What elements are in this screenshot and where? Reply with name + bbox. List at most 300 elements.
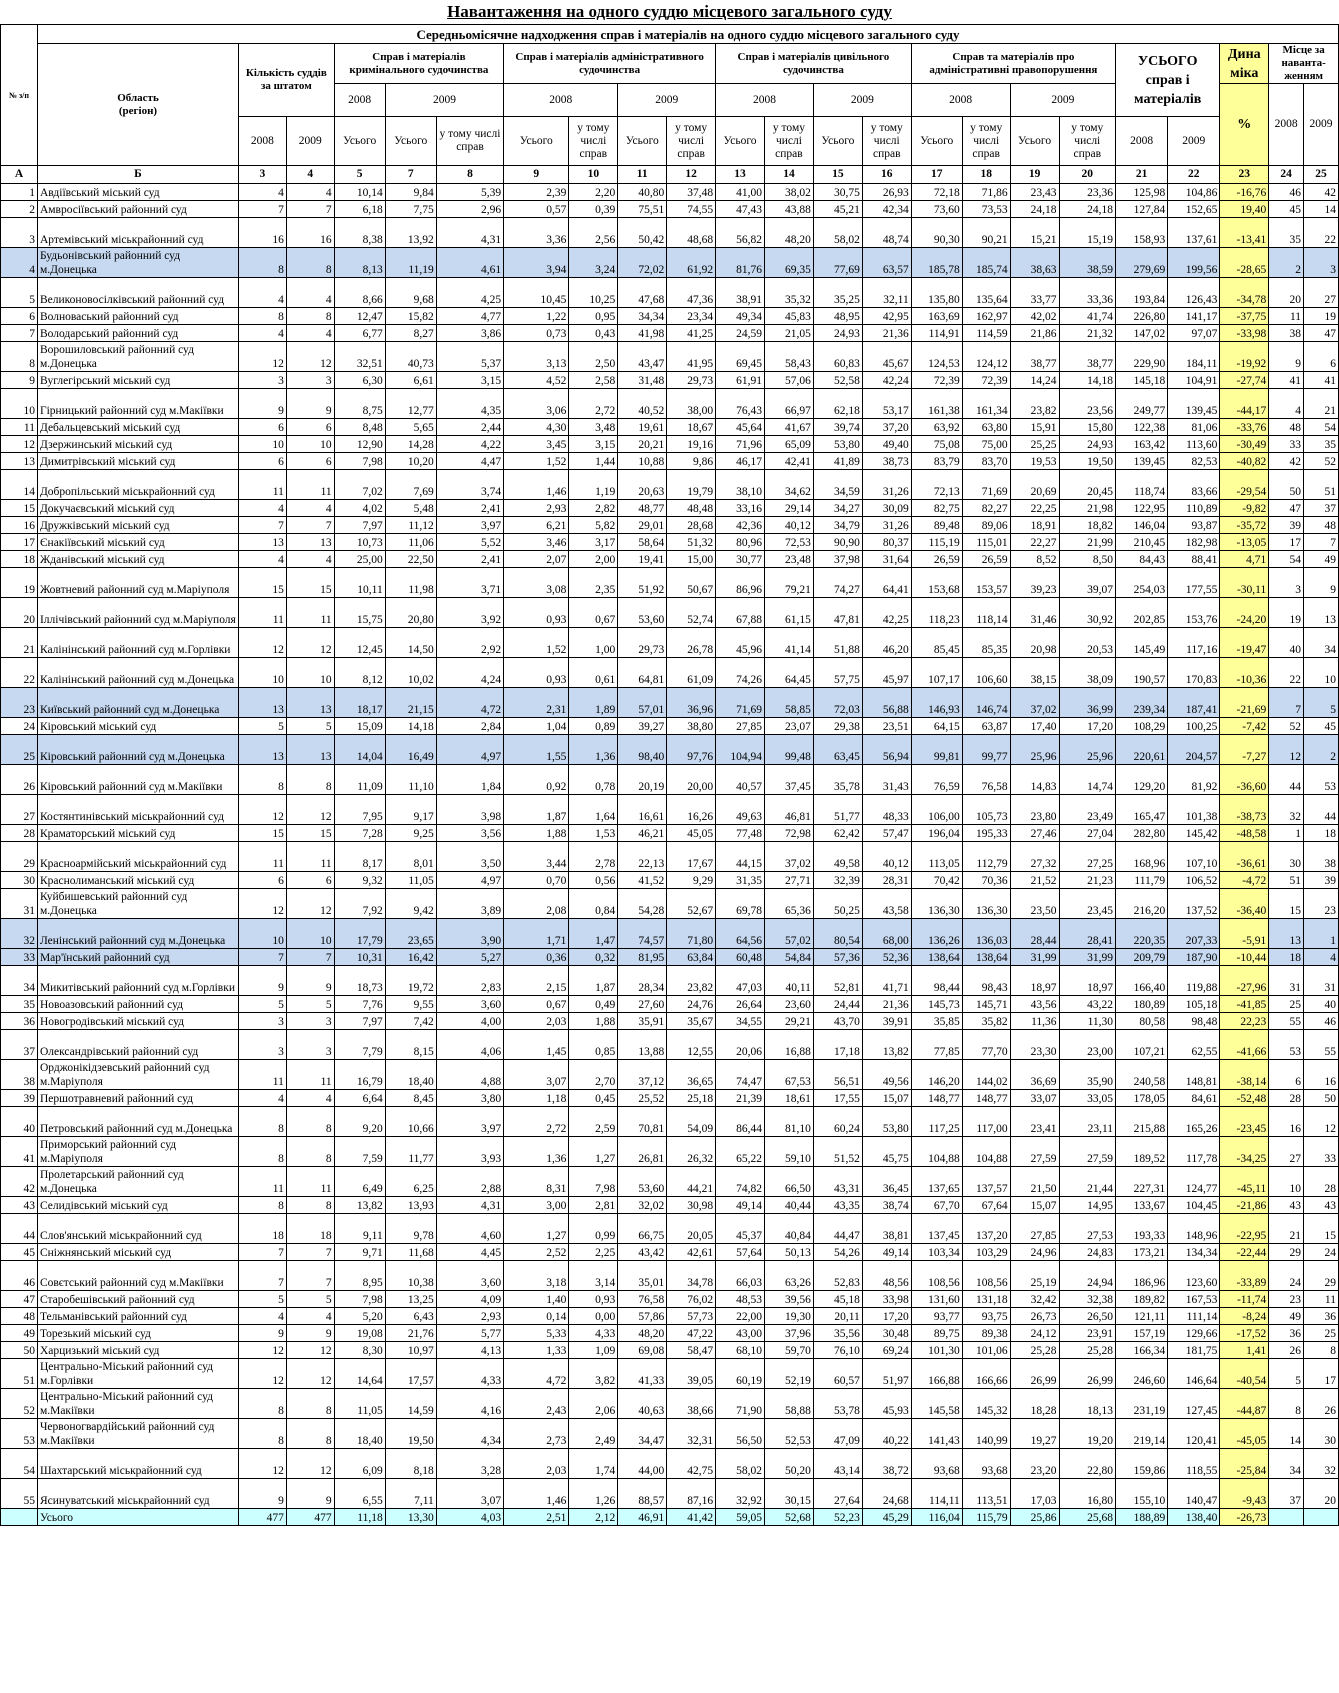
cell-place-2008: 12 [1269,735,1304,765]
cell-civil-2008-cases: 30,15 [765,1479,814,1509]
cell-admin-2009-cases: 15,00 [667,551,716,568]
cell-admin-2009: 20,21 [618,436,667,453]
cell-place-2009: 27 [1304,278,1339,308]
cell-adminoff-2008: 77,85 [911,1030,962,1060]
cell-dynamics: -36,61 [1220,842,1269,872]
cell-dynamics: -13,05 [1220,534,1269,551]
cell-total-2008: 231,19 [1116,1389,1168,1419]
court-name: Куйбишевський районний суд м.Донецька [37,889,238,919]
cell-admin-2009: 69,08 [618,1342,667,1359]
cell-civil-2009: 35,78 [813,765,862,795]
court-name: Шахтарський міськрайонний суд [37,1449,238,1479]
cell-judges-2009: 8 [286,1389,334,1419]
cell-place-2008: 1 [1269,825,1304,842]
cell-civil-2008: 44,15 [716,842,765,872]
col-number: 11 [618,166,667,184]
cell-adminoff-2008: 70,42 [911,872,962,889]
cell-civil-2009: 72,03 [813,688,862,718]
cell-judges-2008: 4 [239,1308,287,1325]
cell-adminoff-2009-cases: 20,53 [1059,628,1116,658]
cell-civil-2009: 35,56 [813,1325,862,1342]
cell-admin-2008: 4,72 [504,1359,569,1389]
cell-admin-2008-cases: 1,87 [569,966,618,996]
cell-criminal-2009-cases: 2,93 [436,1308,503,1325]
col-place-header: Місце за наванта-женням [1269,44,1339,84]
cell-civil-2009-cases: 28,31 [862,872,911,889]
cell-place-2009: 19 [1304,308,1339,325]
cell-admin-2009-cases: 18,67 [667,419,716,436]
cell-admin-2008-cases: 0,45 [569,1090,618,1107]
cell-admin-2008: 2,03 [504,1449,569,1479]
cell-civil-2008: 38,10 [716,470,765,500]
cell-admin-2009-cases: 36,65 [667,1060,716,1090]
col-number: 14 [765,166,814,184]
cell-place-2008: 3 [1269,568,1304,598]
cell-admin-2008: 8,31 [504,1167,569,1197]
col-number: 7 [385,166,436,184]
cell-criminal-2009: 6,25 [385,1167,436,1197]
cell-total-2008: 147,02 [1116,325,1168,342]
cell-admin-2008-cases: 1,26 [569,1479,618,1509]
cell-criminal-2009: 8,45 [385,1090,436,1107]
court-name: Новоазовський районний суд [37,996,238,1013]
cell-judges-2009: 8 [286,765,334,795]
cell-civil-2008: 41,00 [716,184,765,201]
table-row [1,1479,1339,1509]
cell-criminal-2009: 9,42 [385,889,436,919]
cell-civil-2009-cases: 17,20 [862,1308,911,1325]
cell-judges-2009: 12 [286,342,334,372]
cell-dynamics: -35,72 [1220,517,1269,534]
cell-adminoff-2008-cases: 195,33 [962,825,1010,842]
cell-civil-2008: 21,39 [716,1090,765,1107]
cell-civil-2009-cases: 53,80 [862,1107,911,1137]
cell-civil-2009-cases: 68,00 [862,919,911,949]
all-label: Усього [813,117,862,166]
cell-civil-2009: 60,24 [813,1107,862,1137]
cell-adminoff-2008: 146,93 [911,688,962,718]
cell-adminoff-2009-cases: 35,90 [1059,1060,1116,1090]
cell-place-2009: 21 [1304,389,1339,419]
cell-total-2009: 104,86 [1168,184,1220,201]
table-row [1,1214,1339,1244]
cell-admin-2008: 1,52 [504,628,569,658]
cell-admin-2009-cases: 26,78 [667,628,716,658]
row-number: 41 [1,1137,38,1167]
cell-total-2009: 137,61 [1168,218,1220,248]
cell-admin-2009-cases: 12,55 [667,1030,716,1060]
cell-criminal-2009: 11,68 [385,1244,436,1261]
cell-adminoff-2009-cases: 25,96 [1059,735,1116,765]
cell-criminal-2009-cases: 2,83 [436,966,503,996]
cell-judges-2008: 10 [239,436,287,453]
cell-criminal-2009-cases: 4,03 [436,1509,503,1526]
cell-admin-2009: 57,86 [618,1308,667,1325]
year-2009: 2009 [1010,84,1115,117]
cell-adminoff-2009: 23,82 [1010,389,1059,419]
cell-adminoff-2008-cases: 89,06 [962,517,1010,534]
court-name: Старобешівський районний суд [37,1291,238,1308]
cell-criminal-2008: 7,02 [334,470,385,500]
cell-total-2009: 110,89 [1168,500,1220,517]
cell-adminoff-2009: 23,41 [1010,1107,1059,1137]
cell-adminoff-2008: 63,92 [911,419,962,436]
cell-judges-2009: 7 [286,517,334,534]
cell-criminal-2009-cases: 4,31 [436,1197,503,1214]
table-row [1,517,1339,534]
court-name: Пролетарський районний суд м.Донецька [37,1167,238,1197]
table-row [1,1325,1339,1342]
cell-admin-2008: 1,33 [504,1342,569,1359]
cell-admin-2008: 0,14 [504,1308,569,1325]
cell-criminal-2009-cases: 5,39 [436,184,503,201]
cell-judges-2008: 13 [239,688,287,718]
cell-adminoff-2008: 73,60 [911,201,962,218]
cell-civil-2009-cases: 36,45 [862,1167,911,1197]
cell-criminal-2009-cases: 3,07 [436,1479,503,1509]
cell-adminoff-2008-cases: 146,74 [962,688,1010,718]
cell-judges-2009: 6 [286,419,334,436]
cell-admin-2008-cases: 10,25 [569,278,618,308]
cell-adminoff-2008: 138,64 [911,949,962,966]
cell-place-2008: 4 [1269,389,1304,419]
table-row [1,1090,1339,1107]
table-row [1,1291,1339,1308]
cell-admin-2008: 3,07 [504,1060,569,1090]
cell-judges-2008: 9 [239,966,287,996]
cell-admin-2009-cases: 35,67 [667,1013,716,1030]
cell-civil-2009-cases: 38,74 [862,1197,911,1214]
cell-criminal-2008: 9,11 [334,1214,385,1244]
cell-admin-2009: 76,58 [618,1291,667,1308]
cell-total-2009: 182,98 [1168,534,1220,551]
cell-place-2009: 7 [1304,534,1339,551]
cell-civil-2008-cases: 50,20 [765,1449,814,1479]
cell-judges-2009: 6 [286,453,334,470]
cell-adminoff-2008-cases: 166,66 [962,1359,1010,1389]
cell-admin-2008-cases: 1,44 [569,453,618,470]
cell-total-2008: 282,80 [1116,825,1168,842]
cell-judges-2008: 12 [239,342,287,372]
cell-judges-2008: 12 [239,1342,287,1359]
cell-dynamics: -24,20 [1220,598,1269,628]
cell-criminal-2009: 6,43 [385,1308,436,1325]
cell-place-2009: 23 [1304,889,1339,919]
cell-judges-2009: 13 [286,534,334,551]
cell-place-2009: 13 [1304,598,1339,628]
cell-total-2009: 113,60 [1168,436,1220,453]
cell-place-2009: 6 [1304,342,1339,372]
cell-admin-2009-cases: 38,00 [667,389,716,419]
cell-adminoff-2009: 18,97 [1010,966,1059,996]
cell-place-2008: 34 [1269,1449,1304,1479]
cell-civil-2009: 53,80 [813,436,862,453]
cell-admin-2008-cases: 1,64 [569,795,618,825]
cell-adminoff-2008: 85,45 [911,628,962,658]
cell-place-2009 [1304,1509,1339,1526]
cell-civil-2009: 53,78 [813,1389,862,1419]
cell-adminoff-2009-cases: 18,82 [1059,517,1116,534]
cell-adminoff-2009: 23,50 [1010,889,1059,919]
cell-place-2008: 39 [1269,517,1304,534]
cell-civil-2009-cases: 38,72 [862,1449,911,1479]
cell-adminoff-2008: 117,25 [911,1107,962,1137]
cell-civil-2009: 52,83 [813,1261,862,1291]
cell-judges-2008: 11 [239,470,287,500]
cell-civil-2008: 26,64 [716,996,765,1013]
cell-civil-2008-cases: 58,88 [765,1389,814,1419]
row-number: 35 [1,996,38,1013]
col-adminoff-header: Справ та матеріалів про адміністративні правопорушення [911,44,1115,84]
table-row [1,453,1339,470]
cell-place-2008: 17 [1269,534,1304,551]
cell-civil-2009: 37,98 [813,551,862,568]
cell-total-2008: 193,84 [1116,278,1168,308]
cell-admin-2008-cases: 1,53 [569,825,618,842]
court-name: Дружківський міський суд [37,517,238,534]
cell-civil-2009: 52,81 [813,966,862,996]
cell-adminoff-2008: 89,48 [911,517,962,534]
cell-civil-2009: 17,55 [813,1090,862,1107]
cell-admin-2008-cases: 2,06 [569,1389,618,1419]
cell-adminoff-2008-cases: 118,14 [962,598,1010,628]
cell-civil-2008: 20,06 [716,1030,765,1060]
all-label: Усього [716,117,765,166]
row-number: 47 [1,1291,38,1308]
cell-criminal-2009: 12,77 [385,389,436,419]
cell-dynamics: -23,45 [1220,1107,1269,1137]
row-number: 45 [1,1244,38,1261]
all-label: Усього [334,117,385,166]
cell-admin-2008: 4,52 [504,372,569,389]
cell-civil-2008-cases: 66,97 [765,389,814,419]
cell-civil-2009-cases: 53,17 [862,389,911,419]
cell-admin-2009: 20,19 [618,765,667,795]
cell-adminoff-2008-cases: 161,34 [962,389,1010,419]
cell-adminoff-2008-cases: 117,00 [962,1107,1010,1137]
cell-criminal-2009: 11,06 [385,534,436,551]
cell-civil-2009: 51,88 [813,628,862,658]
cell-civil-2008: 49,14 [716,1197,765,1214]
cell-total-2009: 204,57 [1168,735,1220,765]
cell-judges-2009: 11 [286,470,334,500]
cell-place-2008: 50 [1269,470,1304,500]
cell-total-2009: 97,07 [1168,325,1220,342]
cell-admin-2008-cases: 1,36 [569,735,618,765]
cell-adminoff-2008-cases: 153,57 [962,568,1010,598]
cell-admin-2009-cases: 19,16 [667,436,716,453]
cell-civil-2009-cases: 45,29 [862,1509,911,1526]
cell-place-2008: 6 [1269,1060,1304,1090]
cell-admin-2009: 66,75 [618,1214,667,1244]
cell-criminal-2009: 11,19 [385,248,436,278]
cell-judges-2009: 9 [286,1479,334,1509]
cell-total-2009: 146,64 [1168,1359,1220,1389]
cell-criminal-2008: 7,92 [334,889,385,919]
cell-civil-2008: 47,03 [716,966,765,996]
cell-civil-2008-cases: 72,98 [765,825,814,842]
cell-admin-2008: 1,22 [504,308,569,325]
cell-total-2009: 153,76 [1168,598,1220,628]
cell-total-2009: 104,45 [1168,1197,1220,1214]
cell-total-2009: 138,40 [1168,1509,1220,1526]
cell-civil-2008: 48,53 [716,1291,765,1308]
cell-adminoff-2008: 93,68 [911,1449,962,1479]
cell-adminoff-2008-cases: 70,36 [962,872,1010,889]
cell-civil-2009-cases: 40,12 [862,842,911,872]
cell-admin-2009-cases: 42,75 [667,1449,716,1479]
cell-admin-2009: 88,57 [618,1479,667,1509]
row-number: 46 [1,1261,38,1291]
cell-place-2009: 52 [1304,453,1339,470]
cell-total-2008: 219,14 [1116,1419,1168,1449]
cell-criminal-2009: 15,82 [385,308,436,325]
cell-adminoff-2008-cases: 115,79 [962,1509,1010,1526]
cell-place-2008: 23 [1269,1291,1304,1308]
cell-adminoff-2008: 75,08 [911,436,962,453]
cell-judges-2009: 10 [286,436,334,453]
cell-adminoff-2009-cases: 21,23 [1059,872,1116,889]
cell-adminoff-2008: 35,85 [911,1013,962,1030]
cell-place-2009: 41 [1304,372,1339,389]
cell-admin-2009: 28,34 [618,966,667,996]
cell-admin-2008: 2,51 [504,1509,569,1526]
cell-dynamics: -30,11 [1220,568,1269,598]
cell-total-2009: 88,41 [1168,551,1220,568]
cell-criminal-2008: 7,95 [334,795,385,825]
cell-adminoff-2009-cases: 14,18 [1059,372,1116,389]
cell-dynamics: -22,44 [1220,1244,1269,1261]
cell-criminal-2008: 25,00 [334,551,385,568]
row-number: 26 [1,765,38,795]
cell-civil-2008: 27,85 [716,718,765,735]
court-name: Кіровський міський суд [37,718,238,735]
cell-adminoff-2008: 72,39 [911,372,962,389]
cell-criminal-2008: 9,71 [334,1244,385,1261]
cell-adminoff-2009-cases: 27,59 [1059,1137,1116,1167]
cell-criminal-2008: 5,20 [334,1308,385,1325]
cell-total-2008: 108,29 [1116,718,1168,735]
cell-civil-2009-cases: 13,82 [862,1030,911,1060]
cell-civil-2008: 69,78 [716,889,765,919]
cell-civil-2008-cases: 35,32 [765,278,814,308]
cell-criminal-2008: 8,17 [334,842,385,872]
cell-criminal-2009: 18,40 [385,1060,436,1090]
cell-admin-2009: 40,52 [618,389,667,419]
cell-dynamics: -7,42 [1220,718,1269,735]
cell-civil-2009-cases: 31,26 [862,470,911,500]
cell-place-2008: 24 [1269,1261,1304,1291]
cell-adminoff-2008-cases: 138,64 [962,949,1010,966]
cell-adminoff-2008: 93,77 [911,1308,962,1325]
cell-criminal-2009-cases: 3,60 [436,1261,503,1291]
cell-criminal-2009: 7,69 [385,470,436,500]
cell-place-2008: 54 [1269,551,1304,568]
cell-civil-2008: 24,59 [716,325,765,342]
cell-civil-2009: 29,38 [813,718,862,735]
cell-place-2008: 52 [1269,718,1304,735]
cell-judges-2009: 12 [286,889,334,919]
cell-criminal-2009-cases: 3,93 [436,1137,503,1167]
cell-civil-2008-cases: 58,85 [765,688,814,718]
cell-judges-2008: 8 [239,308,287,325]
cell-adminoff-2009-cases: 36,99 [1059,688,1116,718]
cell-total-2008: 166,34 [1116,1342,1168,1359]
cell-total-2008: 227,31 [1116,1167,1168,1197]
cell-judges-2008: 11 [239,842,287,872]
table-row [1,1449,1339,1479]
cell-place-2009: 18 [1304,825,1339,842]
cell-place-2009: 46 [1304,1013,1339,1030]
cell-place-2009: 55 [1304,1030,1339,1060]
table-row [1,389,1339,419]
cell-place-2008: 25 [1269,996,1304,1013]
table-row [1,201,1339,218]
cell-civil-2008: 74,26 [716,658,765,688]
cell-total-2008: 155,10 [1116,1479,1168,1509]
row-number: 54 [1,1449,38,1479]
cell-dynamics: -28,65 [1220,248,1269,278]
cell-dynamics: -38,73 [1220,795,1269,825]
cell-admin-2009: 98,40 [618,735,667,765]
cell-adminoff-2009: 24,18 [1010,201,1059,218]
cell-adminoff-2009-cases: 27,25 [1059,842,1116,872]
cell-admin-2008-cases: 5,82 [569,517,618,534]
court-name: Калінінський районний суд м.Донецька [37,658,238,688]
cell-criminal-2009: 7,11 [385,1479,436,1509]
cell-civil-2008-cases: 57,06 [765,372,814,389]
cell-civil-2008: 74,47 [716,1060,765,1090]
cell-adminoff-2009: 15,91 [1010,419,1059,436]
cell-adminoff-2008-cases: 135,64 [962,278,1010,308]
cell-total-2009: 101,38 [1168,795,1220,825]
court-name: Сніжнянський міський суд [37,1244,238,1261]
cell-place-2008: 32 [1269,795,1304,825]
cell-judges-2008: 7 [239,1244,287,1261]
cell-adminoff-2009-cases: 38,77 [1059,342,1116,372]
cell-civil-2009-cases: 45,67 [862,342,911,372]
cell-admin-2008: 0,57 [504,201,569,218]
cell-total-2008: 121,11 [1116,1308,1168,1325]
cell-criminal-2008: 17,79 [334,919,385,949]
cell-dynamics: -30,49 [1220,436,1269,453]
cell-place-2009: 17 [1304,1359,1339,1389]
cell-criminal-2009: 9,68 [385,278,436,308]
cell-admin-2009-cases: 20,05 [667,1214,716,1244]
cell-admin-2009-cases: 74,55 [667,201,716,218]
cell-total-2008: 111,79 [1116,872,1168,889]
cell-adminoff-2009: 22,25 [1010,500,1059,517]
page-title: Навантаження на одного суддю місцевого загального суду [447,2,892,21]
cell-civil-2009: 62,18 [813,389,862,419]
cell-adminoff-2009-cases: 21,99 [1059,534,1116,551]
court-name: Київський районний суд м.Донецька [37,688,238,718]
cell-adminoff-2008-cases: 114,59 [962,325,1010,342]
cell-total-2008: 226,80 [1116,308,1168,325]
cell-criminal-2008: 11,18 [334,1509,385,1526]
cell-criminal-2008: 10,31 [334,949,385,966]
cell-total-2008: 173,21 [1116,1244,1168,1261]
cell-place-2008: 48 [1269,419,1304,436]
cell-criminal-2009-cases: 4,24 [436,658,503,688]
cell-adminoff-2009: 17,03 [1010,1479,1059,1509]
cell-admin-2008-cases: 0,43 [569,325,618,342]
cell-civil-2009: 62,42 [813,825,862,842]
cell-admin-2009-cases: 50,67 [667,568,716,598]
cell-judges-2009: 13 [286,735,334,765]
cell-adminoff-2009-cases: 25,28 [1059,1342,1116,1359]
cell-admin-2009-cases: 20,00 [667,765,716,795]
